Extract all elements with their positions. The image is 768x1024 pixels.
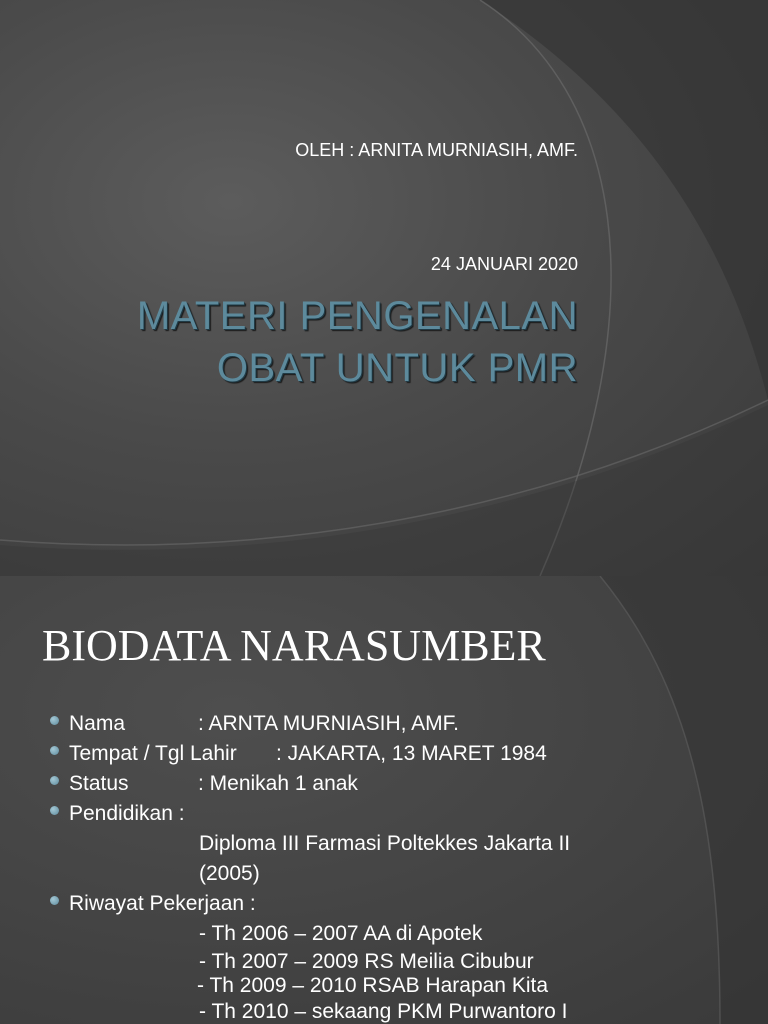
- item-label: Tempat / Tgl Lahir: [69, 742, 237, 765]
- date-line: 24 JANUARI 2020: [430, 254, 578, 274]
- biodata-heading: BIODATA NARASUMBER: [42, 621, 546, 670]
- bullet-icon: [50, 776, 59, 785]
- item-label: Riwayat Pekerjaan :: [69, 892, 256, 915]
- education-line-1: Diploma III Farmasi Poltekkes Jakarta II: [199, 832, 571, 855]
- biodata-item-education: [69, 801, 185, 827]
- work-history-entry: - Th 2007 – 2009 RS Meilia Cibubur: [199, 950, 534, 973]
- item-value: : ARNTA MURNIASIH, AMF.: [198, 712, 459, 735]
- biodata-slide: [0, 576, 768, 1024]
- item-value: : Menikah 1 anak: [198, 772, 358, 795]
- education-line-2: (2005): [199, 862, 260, 885]
- bullet-icon: [50, 746, 59, 755]
- slide-title-line-1: MATERI PENGENALAN: [136, 294, 578, 338]
- item-label: Status: [69, 772, 129, 795]
- biodata-item-work-history: [69, 891, 256, 917]
- author-line: OLEH : ARNITA MURNIASIH, AMF.: [295, 140, 578, 160]
- bullet-icon: [50, 806, 59, 815]
- bullet-icon: [50, 716, 59, 725]
- work-history-entry: - Th 2006 – 2007 AA di Apotek: [199, 922, 483, 945]
- work-history-entry: - Th 2010 – sekaang PKM Purwantoro I: [199, 1000, 568, 1023]
- slide-title-line-2: OBAT UNTUK PMR: [216, 346, 578, 390]
- work-history-entry: - Th 2009 – 2010 RSAB Harapan Kita: [197, 974, 549, 997]
- slide-title: [137, 290, 578, 394]
- bullet-icon: [50, 896, 59, 905]
- item-label: Pendidikan :: [69, 802, 185, 825]
- item-value: : JAKARTA, 13 MARET 1984: [276, 742, 547, 765]
- item-label: Nama: [69, 712, 126, 735]
